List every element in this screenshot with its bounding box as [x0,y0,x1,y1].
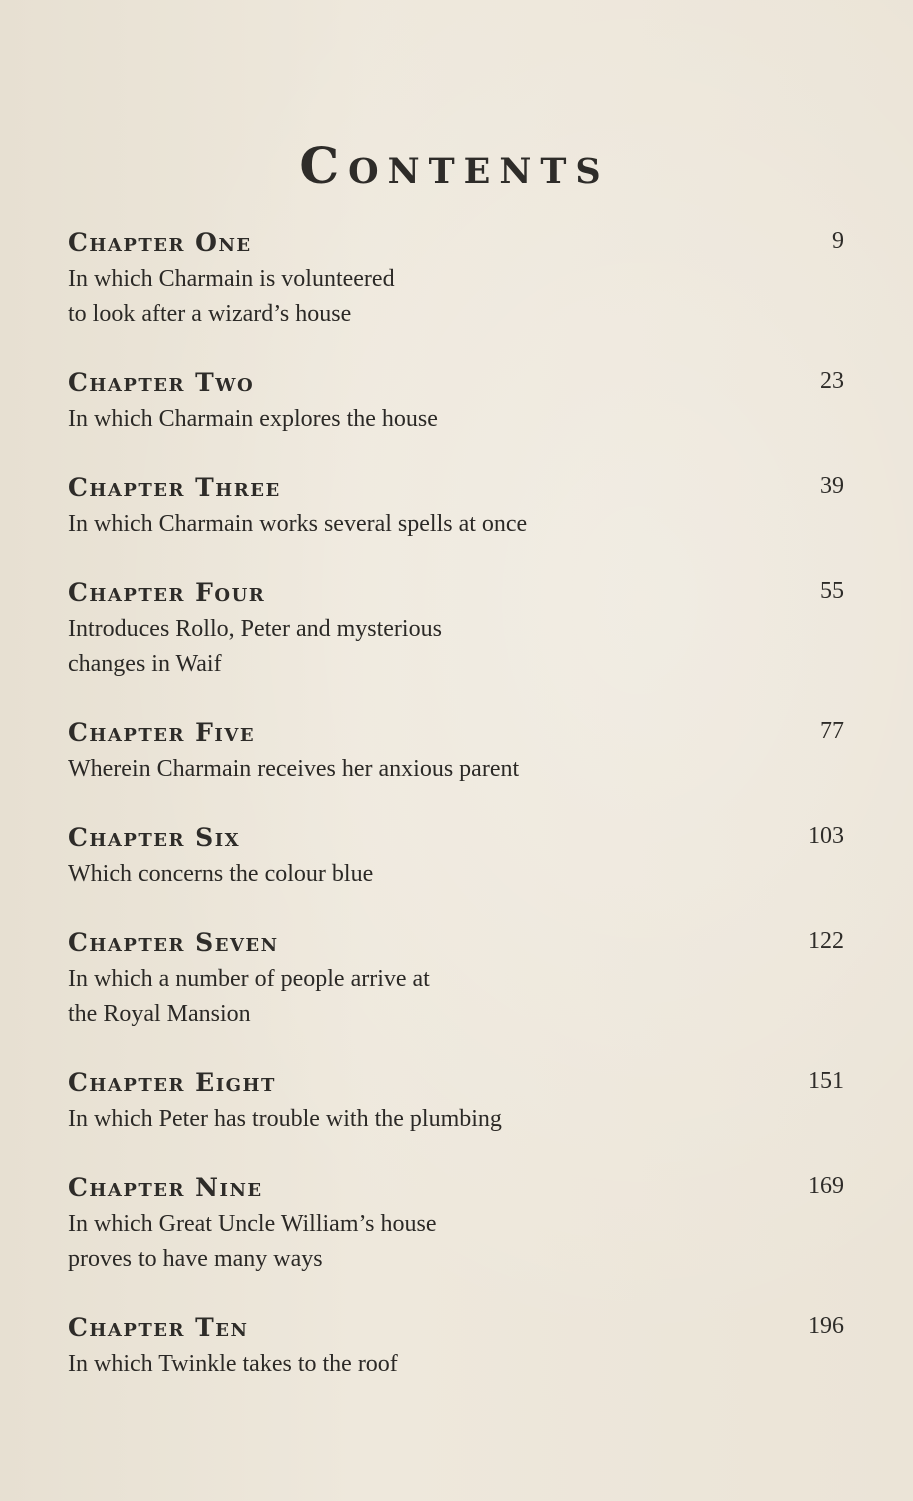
chapter-description-line: to look after a wizard’s house [68,301,352,327]
chapter-heading: Chapter Six [68,823,241,852]
chapter-description-line: Introduces Rollo, Peter and mysterious [68,616,442,642]
chapter-description-line: In which Great Uncle William’s house [68,1211,437,1237]
toc-entry-chapter-5 [68,718,844,787]
page-number: 39 [820,473,844,499]
chapter-heading: Chapter Seven [68,928,279,957]
chapter-description-line: proves to have many ways [68,1246,323,1272]
toc-entry-chapter-4 [68,578,844,682]
chapter-heading: Chapter Nine [68,1173,263,1202]
chapter-heading: Chapter Eight [68,1068,276,1097]
page-number: 122 [808,928,844,954]
toc-entry-chapter-2 [68,368,844,437]
page-number: 23 [820,368,844,394]
chapter-heading: Chapter Four [68,578,266,607]
chapter-description-line: In which Twinkle takes to the roof [68,1351,398,1377]
chapter-heading: Chapter Two [68,368,255,397]
page-number: 103 [808,823,844,849]
page-number: 196 [808,1313,844,1339]
chapter-heading: Chapter Ten [68,1313,249,1342]
toc-entry-chapter-3 [68,473,844,542]
page-number: 55 [820,578,844,604]
page-number: 77 [820,718,844,744]
chapter-description-line: In which Charmain explores the house [68,406,438,432]
chapter-heading: Chapter Three [68,473,281,502]
chapter-description-line: changes in Waif [68,651,222,677]
toc-entry-chapter-9 [68,1173,844,1277]
page-title: Contents [299,136,610,195]
chapter-description-line: the Royal Mansion [68,1001,251,1027]
chapter-description-line: In which Charmain is volunteered [68,266,395,292]
chapter-description-line: Wherein Charmain receives her anxious parent [68,756,520,782]
page-number: 151 [808,1068,844,1094]
page-number: 169 [808,1173,844,1199]
chapter-description-line: In which Charmain works several spells at once [68,511,528,537]
chapter-heading: Chapter Five [68,718,256,747]
chapter-description-line: Which concerns the colour blue [68,861,374,887]
toc-entry-chapter-10 [68,1313,844,1382]
toc-entry-chapter-8 [68,1068,844,1137]
toc-entry-chapter-1 [68,228,844,332]
chapter-heading: Chapter One [68,228,252,257]
toc-entry-chapter-6 [68,823,844,892]
toc-entry-chapter-7 [68,928,844,1032]
page-number: 9 [832,228,844,254]
chapter-description-line: In which Peter has trouble with the plumbing [68,1106,502,1132]
chapter-description-line: In which a number of people arrive at [68,966,430,992]
